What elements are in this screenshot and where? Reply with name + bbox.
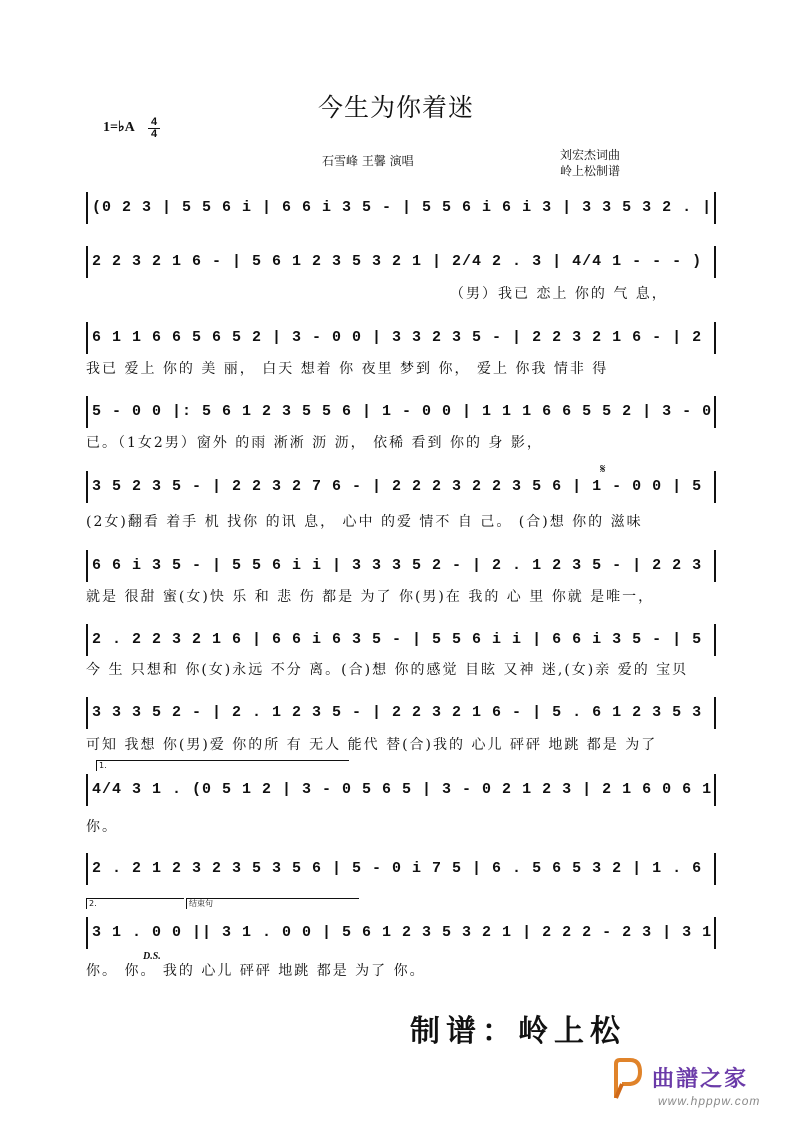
staff-line-11 bbox=[86, 917, 716, 949]
song-title: 今生为你着迷 bbox=[317, 93, 474, 122]
staff-line-9 bbox=[86, 774, 716, 806]
lyric-line-7: 可知 我想 你(男)爱 你的所 有 无人 能代 替(合)我的 心儿 砰砰 地跳 都是 为了 bbox=[86, 737, 658, 753]
staff-line-7 bbox=[86, 624, 716, 656]
lyric-line-2: 我已 爱上 你的 美 丽， 白天 想着 你 夜里 梦到 你， 爱上 你我 情非 得 bbox=[86, 361, 609, 377]
key-signature: 1=♭A bbox=[103, 120, 135, 135]
lyric-line-5: 就是 很甜 蜜(女)快 乐 和 悲 伤 都是 为了 你(男)在 我的 心 里 你就 是唯一， bbox=[86, 589, 655, 605]
first-ending-bracket: 1. bbox=[96, 760, 349, 771]
watermark-brand: 曲譜之家 bbox=[652, 1067, 749, 1092]
singers: 石雪峰 王馨 演唱 bbox=[322, 154, 414, 168]
lyric-line-9: 你。 你。 我的 心儿 砰砰 地跳 都是 为了 你。 bbox=[86, 963, 426, 979]
staff-notes: 3 3 3 5 2 - | 2 . 1 2 3 5 - | 2 2 3 2 1 6 - | 5 . 6 1 2 3 5 3 bbox=[92, 704, 703, 721]
lyric-line-8: 你。 bbox=[86, 819, 118, 835]
staff-notes: 6 1 1 6 6 5 6 5 2 | 3 - 0 0 | 3 3 2 3 5 - | 2 2 3 2 1 6 - | 2 bbox=[92, 329, 703, 346]
staff-notes: 2 . 2 1 2 3 2 3 5 3 5 6 | 5 - 0 i 7 5 | 6 . 5 6 5 3 2 | 1 . 6 bbox=[92, 860, 703, 877]
time-signature: 4 4 bbox=[148, 117, 160, 140]
credit-lyrics-music: 刘宏杰词曲 bbox=[560, 148, 621, 162]
staff-notes: 3 1 . 0 0 || 3 1 . 0 0 | 5 6 1 2 3 5 3 2 1 | 2 2 2 - 2 3 | 3 1 bbox=[92, 924, 713, 941]
second-ending-bracket: 2. bbox=[86, 898, 184, 909]
lyric-line-3: 已。（1女2男）窗外 的雨 淅淅 沥 沥， 依稀 看到 你的 身 影， bbox=[86, 435, 543, 451]
ending-section-bracket: 结束句 bbox=[186, 898, 359, 909]
staff-line-10 bbox=[86, 853, 716, 885]
credit-transcriber: 岭上松制谱 bbox=[560, 164, 621, 178]
staff-line-2 bbox=[86, 246, 716, 278]
ds-mark: D.S. bbox=[143, 951, 161, 962]
segno-mark: 𝄋 bbox=[600, 462, 606, 477]
lyric-line-4: (2女)翻看 着手 机 找你 的讯 息， 心中 的爱 情不 自 己。 (合)想 你的 滋味 bbox=[86, 514, 643, 530]
staff-line-4 bbox=[86, 396, 716, 428]
staff-line-3 bbox=[86, 322, 716, 354]
transcriber-signature: 制谱：岭上松 bbox=[410, 1014, 626, 1049]
staff-notes: 6 6 i 3 5 - | 5 5 6 i i | 3 3 3 5 2 - | 2 . 1 2 3 5 - | 2 2 3 bbox=[92, 557, 703, 574]
staff-line-5 bbox=[86, 471, 716, 503]
lyric-line-1: （男）我已 恋上 你的 气 息， bbox=[450, 286, 668, 302]
watermark-url: www.hpppw.com bbox=[658, 1094, 761, 1108]
staff-line-6 bbox=[86, 550, 716, 582]
staff-notes: (0 2 3 | 5 5 6 i | 6 6 i 3 5 - | 5 5 6 i 6 i 3 | 3 3 5 3 2 . | bbox=[92, 199, 713, 216]
lyric-line-6: 今 生 只想和 你(女)永远 不分 离。(合)想 你的感觉 目眩 又神 迷,(女)亲 爱的 宝贝 bbox=[86, 662, 689, 678]
staff-notes: 3 5 2 3 5 - | 2 2 3 2 7 6 - | 2 2 2 3 2 2 3 5 6 | 1 - 0 0 | 5 bbox=[92, 478, 703, 495]
staff-line-8 bbox=[86, 697, 716, 729]
watermark-logo-icon bbox=[612, 1058, 642, 1102]
staff-line-1 bbox=[86, 192, 716, 224]
staff-notes: 2 . 2 2 3 2 1 6 | 6 6 i 6 3 5 - | 5 5 6 i i | 6 6 i 3 5 - | 5 bbox=[92, 631, 703, 648]
staff-notes: 2 2 3 2 1 6 - | 5 6 1 2 3 5 3 2 1 | 2/4 2 . 3 | 4/4 1 - - - ) bbox=[92, 253, 703, 270]
staff-notes: 5 - 0 0 |: 5 6 1 2 3 5 5 6 | 1 - 0 0 | 1 1 1 6 6 5 5 2 | 3 - 0 bbox=[92, 403, 713, 420]
staff-notes: 4/4 3 1 . (0 5 1 2 | 3 - 0 5 6 5 | 3 - 0 2 1 2 3 | 2 1 6 0 6 1 bbox=[92, 781, 713, 798]
